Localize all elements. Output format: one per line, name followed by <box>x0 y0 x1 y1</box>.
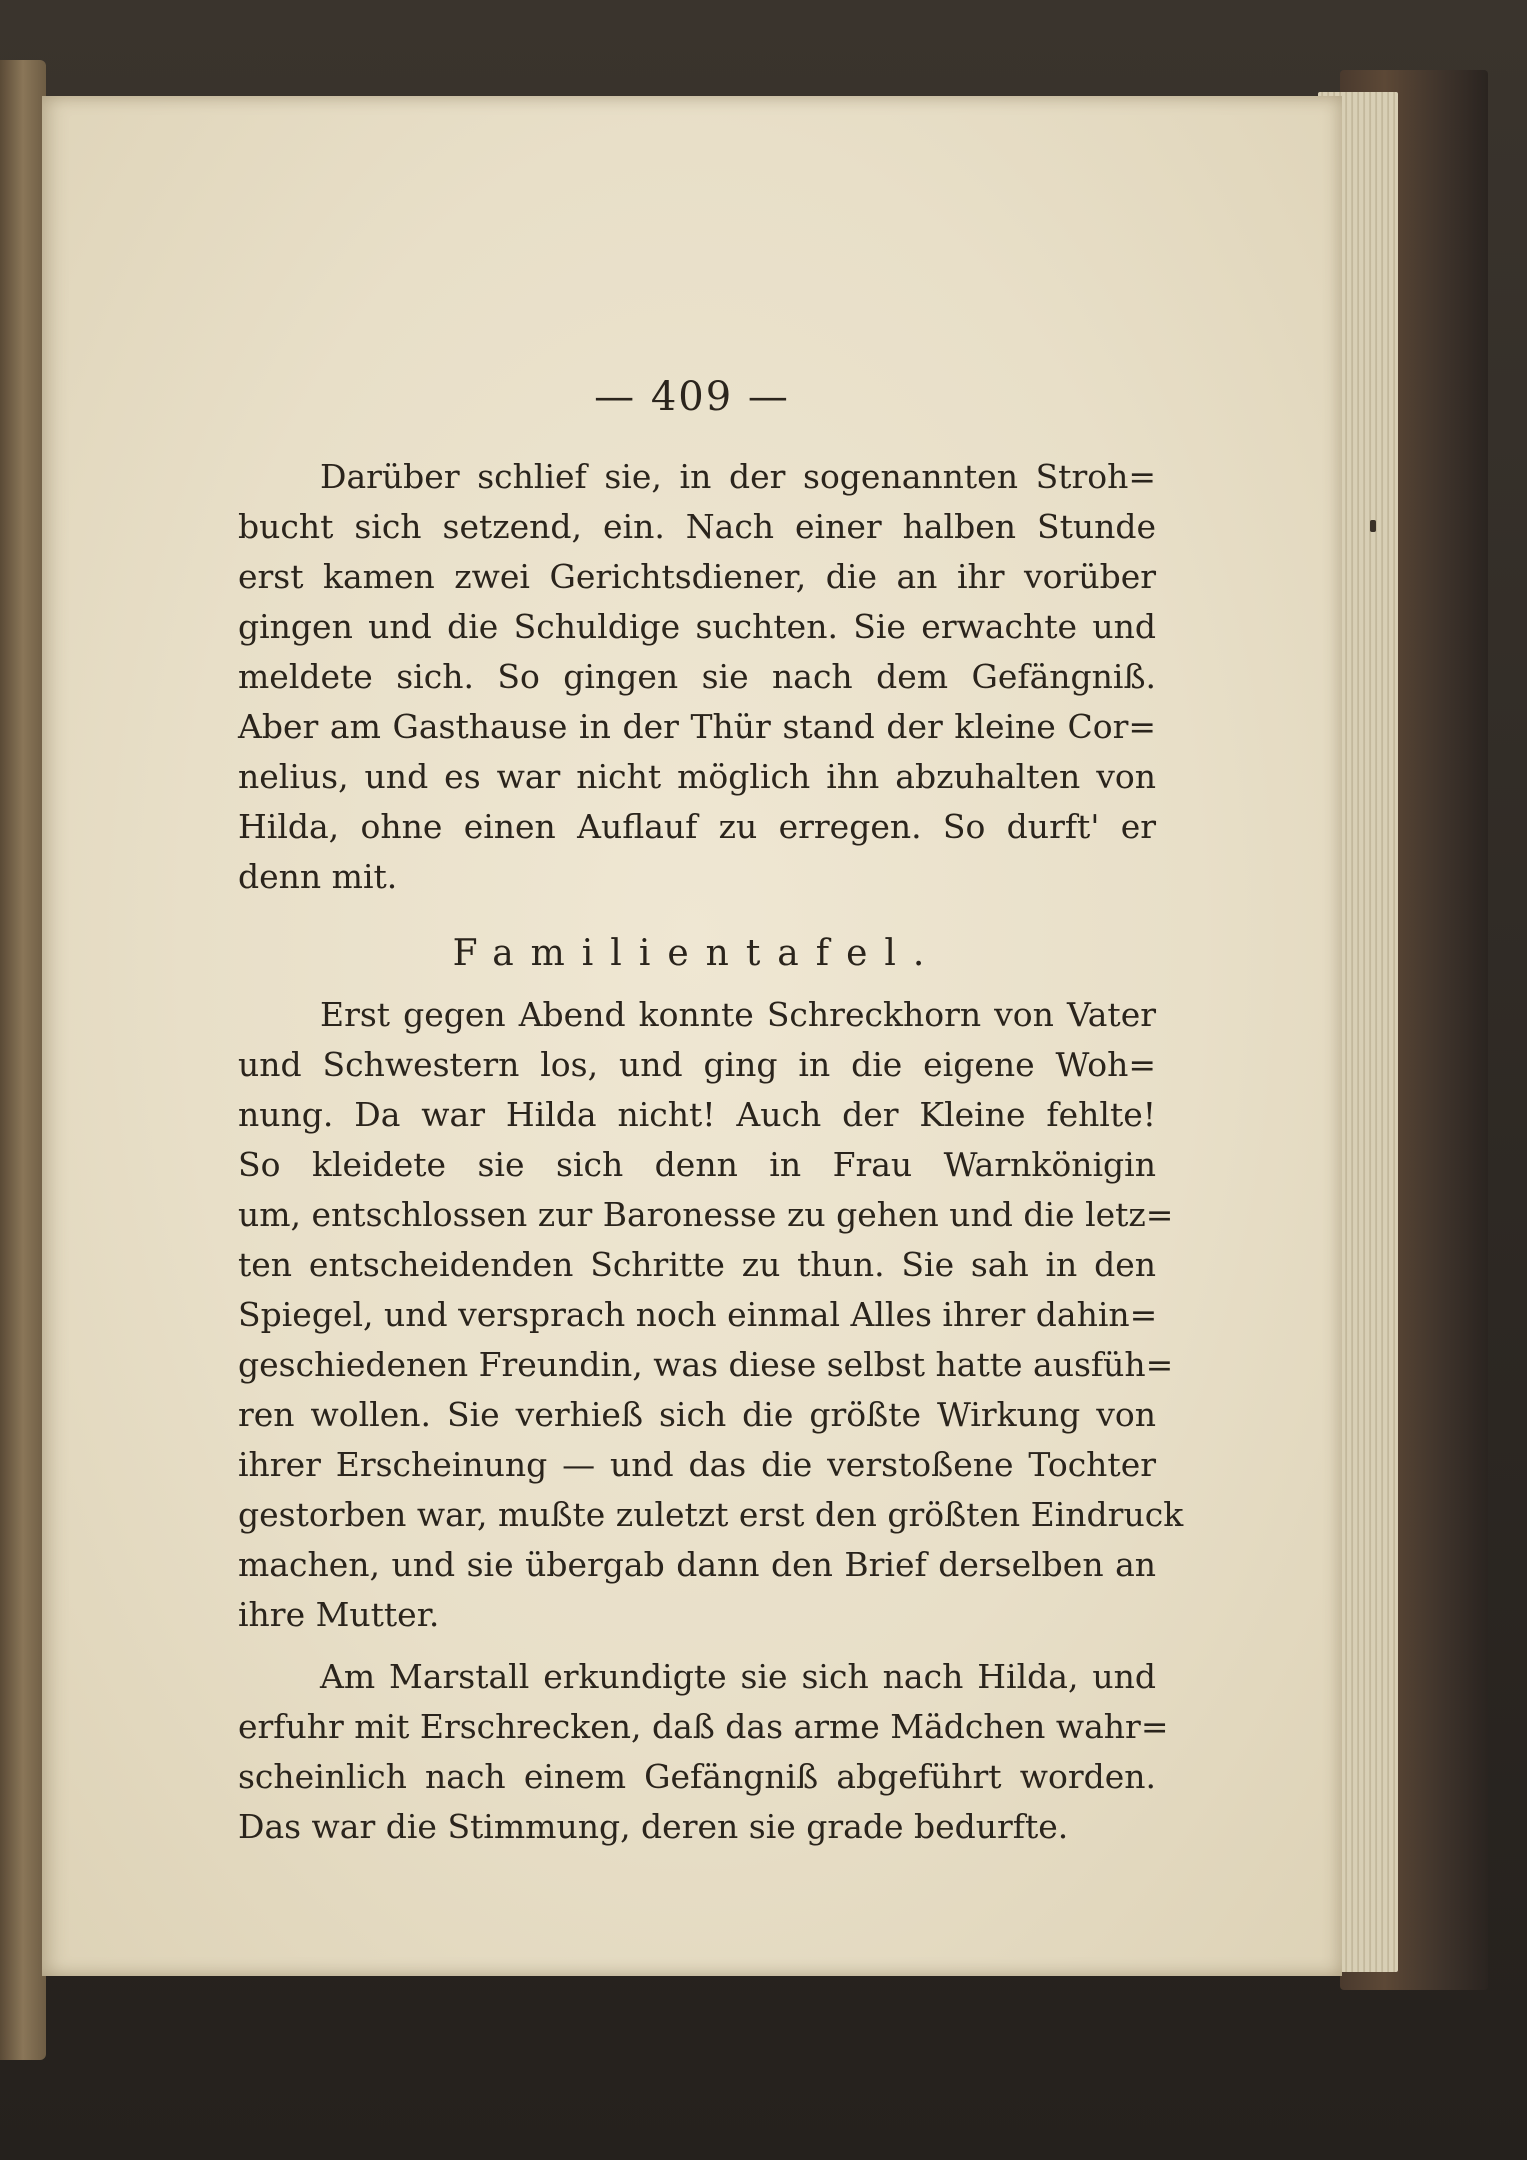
text-line: ihrer Erscheinung — und das die verstoßene Tochter <box>238 1445 1156 1484</box>
text-line: gestorben war, mußte zuletzt erst den größten Eindruck <box>238 1495 1184 1534</box>
text-line: gingen und die Schuldige suchten. Sie erwachte und <box>238 607 1156 646</box>
paragraph-gap <box>238 1640 1156 1652</box>
book-spine <box>0 60 46 2060</box>
text-line: geschiedenen Freundin, was diese selbst hatte ausfüh= <box>238 1345 1174 1384</box>
text-line: ten entscheidenden Schritte zu thun. Sie sah in den <box>238 1245 1156 1284</box>
text-line: ihre Mutter. <box>238 1595 440 1634</box>
text-line: und Schwestern los, und ging in die eigene Woh= <box>238 1045 1156 1084</box>
text-line: machen, und sie übergab dann den Brief derselben an <box>238 1545 1156 1584</box>
text-line: bucht sich setzend, ein. Nach einer halben Stunde <box>238 507 1156 546</box>
ink-mark <box>1370 520 1376 532</box>
text-line: Erst gegen Abend konnte Schreckhorn von Vater <box>320 995 1156 1034</box>
text-line: So kleidete sie sich denn in Frau Warnkönigin <box>238 1145 1156 1184</box>
text-line: meldete sich. So gingen sie nach dem Gefängniß. <box>238 657 1156 696</box>
text-line: denn mit. <box>238 857 398 896</box>
text-line: Am Marstall erkundigte sie sich nach Hilda, und <box>320 1657 1156 1696</box>
text-line: um, entschlossen zur Baronesse zu gehen und die letz= <box>238 1195 1174 1234</box>
text-line: erfuhr mit Erschrecken, daß das arme Mädchen wahr= <box>238 1707 1169 1746</box>
section-heading: Familientafel. <box>452 933 942 974</box>
text-line: nelius, und es war nicht möglich ihn abzuhalten von <box>238 757 1156 796</box>
page-text <box>238 452 1184 1852</box>
text-line: erst kamen zwei Gerichtsdiener, die an ihr vorüber <box>238 557 1156 596</box>
text-line: Darüber schlief sie, in der sogenannten Stroh= <box>320 457 1156 496</box>
text-line: scheinlich nach einem Gefängniß abgeführt worden. <box>238 1757 1156 1796</box>
text-line: Spiegel, und versprach noch einmal Alles ihrer dahin= <box>238 1295 1158 1334</box>
page-number: — 409 — <box>594 374 790 420</box>
text-line: Das war die Stimmung, deren sie grade bedurfte. <box>238 1807 1069 1846</box>
text-line: nung. Da war Hilda nicht! Auch der Kleine fehlte! <box>238 1095 1156 1134</box>
text-line: Aber am Gasthause in der Thür stand der kleine Cor= <box>238 707 1156 746</box>
book-page <box>42 96 1342 1976</box>
text-line: ren wollen. Sie verhieß sich die größte Wirkung von <box>238 1395 1156 1434</box>
text-line: Hilda, ohne einen Auflauf zu erregen. So durft' er <box>238 807 1156 846</box>
